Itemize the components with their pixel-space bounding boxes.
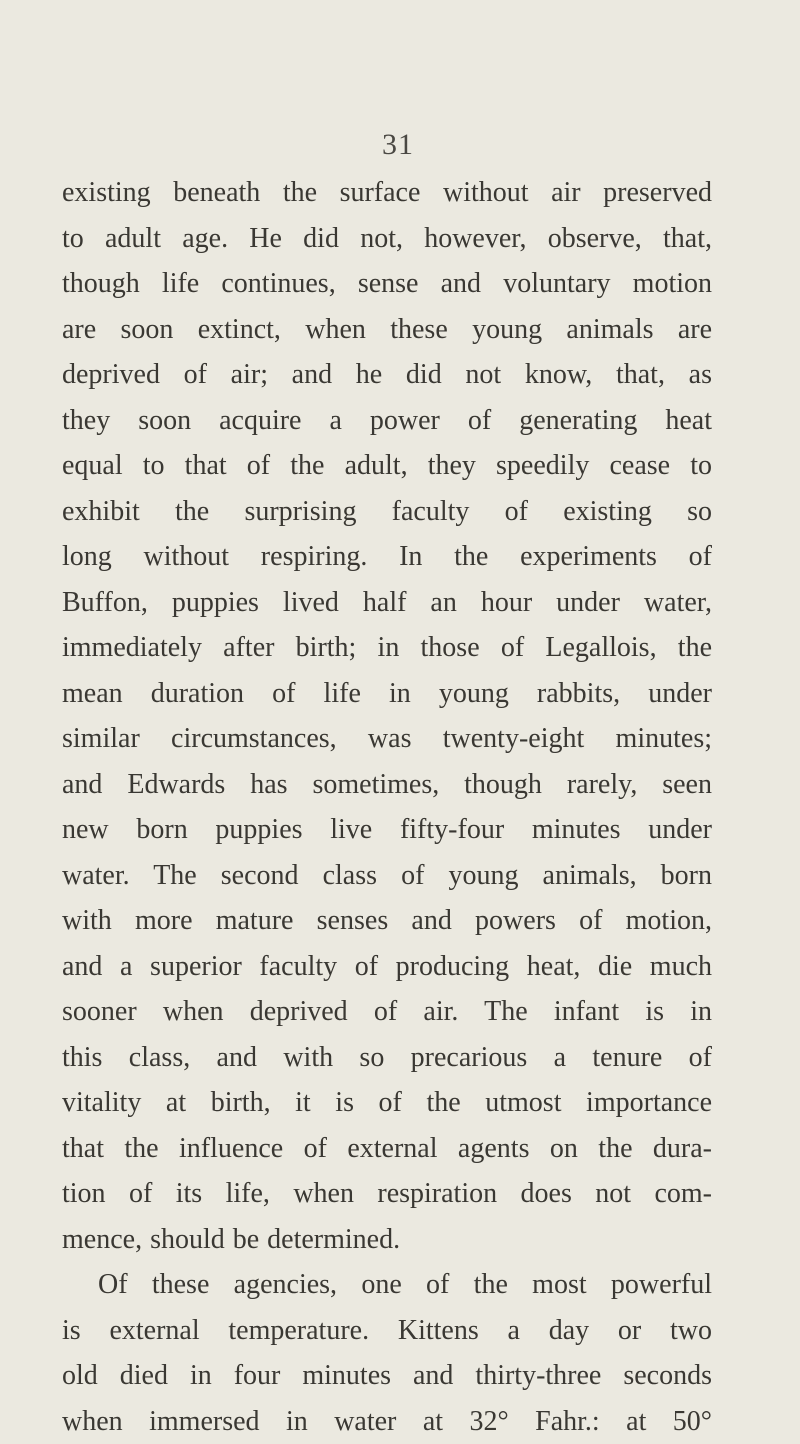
- text-line: immediately after birth; in those of Legallois, the: [62, 625, 712, 671]
- text-line: and Edwards has sometimes, though rarely, seen: [62, 762, 712, 808]
- text-line: and a superior faculty of producing heat, die much: [62, 944, 712, 990]
- text-line: vitality at birth, it is of the utmost importance: [62, 1080, 712, 1126]
- text-line: similar circumstances, was twenty-eight minutes;: [62, 716, 712, 762]
- text-line: mean duration of life in young rabbits, under: [62, 671, 712, 717]
- page-number: 31: [382, 128, 414, 162]
- text-line: they soon acquire a power of generating heat: [62, 398, 712, 444]
- text-line: that the influence of external agents on the dura-: [62, 1126, 712, 1172]
- text-line: exhibit the surprising faculty of existing so: [62, 489, 712, 535]
- text-line: old died in four minutes and thirty-three seconds: [62, 1353, 712, 1399]
- text-line: existing beneath the surface without air preserved: [62, 170, 712, 216]
- text-line: sooner when deprived of air. The infant is in: [62, 989, 712, 1035]
- text-line: with more mature senses and powers of motion,: [62, 898, 712, 944]
- text-line: this class, and with so precarious a tenure of: [62, 1035, 712, 1081]
- text-line: is external temperature. Kittens a day or two: [62, 1308, 712, 1354]
- text-line: though life continues, sense and voluntary motion: [62, 261, 712, 307]
- text-line: mence, should be determined.: [62, 1217, 712, 1263]
- text-line: water. The second class of young animals, born: [62, 853, 712, 899]
- body-text: [62, 170, 712, 1444]
- text-line: to adult age. He did not, however, observe, that,: [62, 216, 712, 262]
- text-line: Buffon, puppies lived half an hour under water,: [62, 580, 712, 626]
- text-line: Of these agencies, one of the most powerful: [62, 1262, 712, 1308]
- text-line: new born puppies live fifty-four minutes under: [62, 807, 712, 853]
- text-line: long without respiring. In the experiments of: [62, 534, 712, 580]
- text-line: when immersed in water at 32° Fahr.: at 50°: [62, 1399, 712, 1444]
- text-line: deprived of air; and he did not know, that, as: [62, 352, 712, 398]
- text-line: equal to that of the adult, they speedily cease to: [62, 443, 712, 489]
- text-line: tion of its life, when respiration does not com-: [62, 1171, 712, 1217]
- text-line: are soon extinct, when these young animals are: [62, 307, 712, 353]
